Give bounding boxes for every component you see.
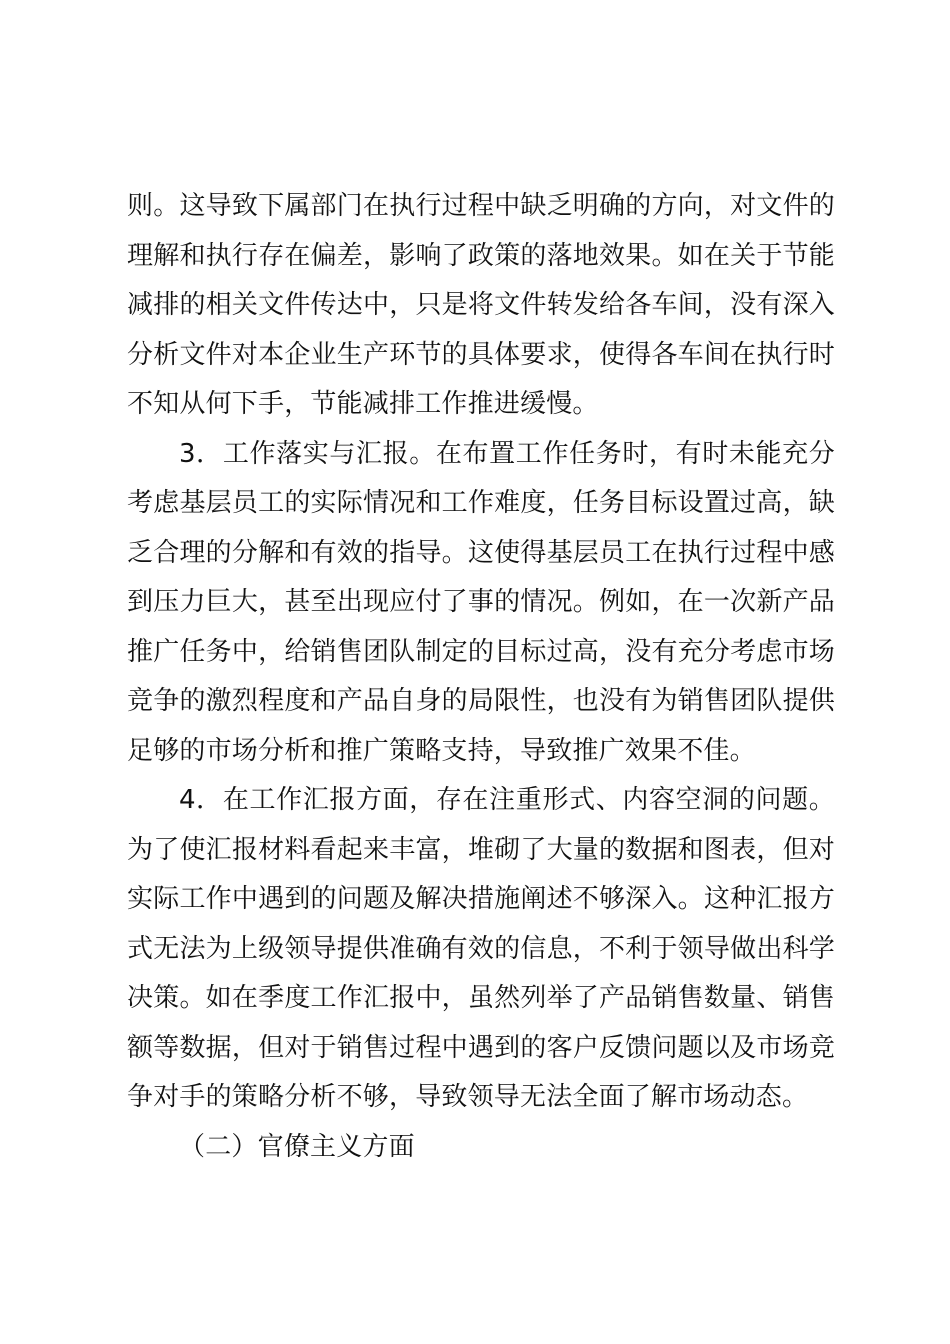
paragraph-item-3: 3．工作落实与汇报。在布置工作任务时，有时未能充分考虑基层员工的实际情况和工作难度，任务目标设置过高，缺乏合理的分解和有效的指导。这使得基层员工在执行过程中感到压力巨大，甚至出现应付了事的情况。例如，在一次新产品推广任务中，给销售团队制定的目标过高，没有充分考虑市场竞争的激烈程度和产品自身的局限性，也没有为销售团队提供足够的市场分析和推广策略支持，导致推广效果不佳。 [127, 438, 835, 766]
paragraph-continuation: 则。这导致下属部门在执行过程中缺乏明确的方向，对文件的理解和执行存在偏差，影响了政策的落地效果。如在关于节能减排的相关文件传达中，只是将文件转发给各车间，没有深入分析文件对本企业生产环节的具体要求，使得各车间在执行时不知从何下手，节能减排工作推进缓慢。 [127, 191, 835, 419]
paragraph-item-4: 4．在工作汇报方面，存在注重形式、内容空洞的问题。为了使汇报材料看起来丰富，堆砌了大量的数据和图表，但对实际工作中遇到的问题及解决措施阐述不够深入。这种汇报方式无法为上级领导提供准确有效的信息，不利于领导做出科学决策。如在季度工作汇报中，虽然列举了产品销售数量、销售额等数据，但对于销售过程中遇到的客户反馈问题以及市场竞争对手的策略分析不够，导致领导无法全面了解市场动态。 [127, 785, 835, 1112]
document-body [127, 182, 835, 1172]
section-heading: （二）官僚主义方面 [179, 1131, 415, 1162]
